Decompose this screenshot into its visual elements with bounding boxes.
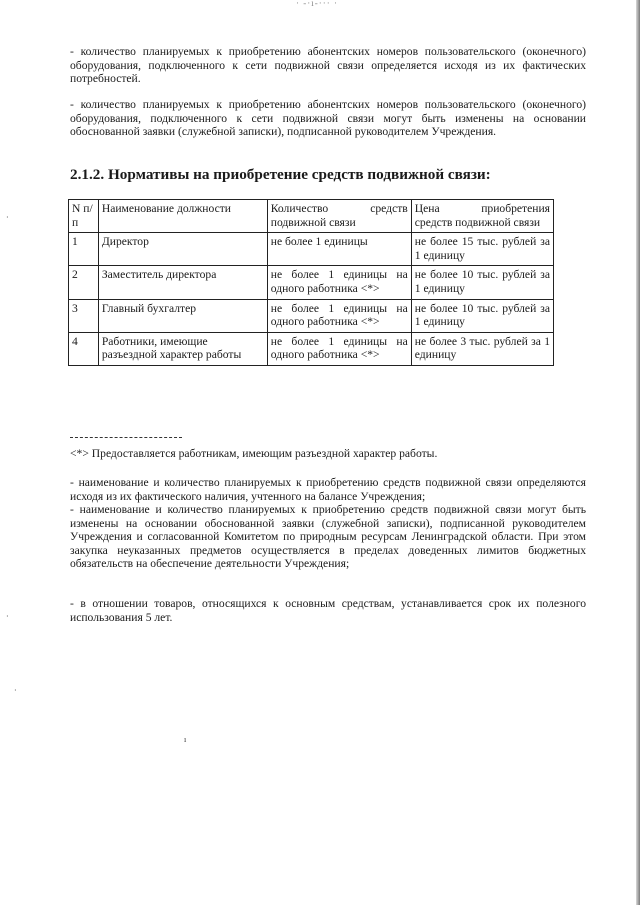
- closing-bullet-3: - в отношении товаров, относящихся к основным средствам, устанавливается срок их полезного использования 5 лет.: [70, 597, 586, 624]
- scan-artifact: · -·ı-··· ·: [296, 0, 338, 8]
- table-header-row: [69, 200, 554, 233]
- cell-position: Директор: [98, 233, 267, 266]
- cell-position: Главный бухгалтер: [98, 299, 267, 332]
- header-price: Цена приобретения средств подвижной связи: [411, 200, 553, 233]
- cell-price: не более 10 тыс. рублей за 1 единицу: [411, 266, 553, 299]
- cell-num: 4: [69, 332, 99, 365]
- header-quantity: Количество средств подвижной связи: [267, 200, 411, 233]
- cell-position: Работники, имеющие разъездной характер работы: [98, 332, 267, 365]
- norms-table: [68, 199, 554, 366]
- cell-quantity: не более 1 единицы на одного работника <*>: [267, 332, 411, 365]
- scan-speck: ·: [14, 686, 17, 695]
- scan-speck: ·: [6, 213, 9, 222]
- intro-bullet-2: - количество планируемых к приобретению абонентских номеров пользовательского (оконечного) оборудования, подключенного к сети подвижной связи могут быть изменены на основании обоснованной заявки (служебной записки), подписанной руководителем Учреждения.: [70, 98, 586, 139]
- cell-position: Заместитель директора: [98, 266, 267, 299]
- intro-bullet-1: - количество планируемых к приобретению абонентских номеров пользовательского (оконечного) оборудования, подключенного к сети подвижной связи определяется исходя из их фактических потребностей.: [70, 45, 586, 86]
- table-row: [69, 266, 554, 299]
- table-row: [69, 332, 554, 365]
- cell-price: не более 10 тыс. рублей за 1 единицу: [411, 299, 553, 332]
- section-heading: 2.1.2. Нормативы на приобретение средств подвижной связи:: [70, 166, 491, 183]
- footnote-separator: [70, 437, 182, 438]
- scan-edge-shadow: [636, 0, 640, 905]
- cell-num: 3: [69, 299, 99, 332]
- header-position: Наименование должности: [98, 200, 267, 233]
- table-row: [69, 299, 554, 332]
- closing-bullet-1: - наименование и количество планируемых к приобретению средств подвижной связи определяются исходя из их фактического наличия, учтенного на балансе Учреждения;: [70, 476, 586, 503]
- table-row: [69, 233, 554, 266]
- cell-quantity: не более 1 единицы: [267, 233, 411, 266]
- cell-price: не более 15 тыс. рублей за 1 единицу: [411, 233, 553, 266]
- scan-speck: ı: [184, 735, 187, 744]
- cell-num: 2: [69, 266, 99, 299]
- cell-quantity: не более 1 единицы на одного работника <*>: [267, 266, 411, 299]
- header-num: N п/п: [69, 200, 99, 233]
- cell-quantity: не более 1 единицы на одного работника <*>: [267, 299, 411, 332]
- cell-num: 1: [69, 233, 99, 266]
- footnote: <*> Предоставляется работникам, имеющим разъездной характер работы.: [70, 447, 438, 460]
- cell-price: не более 3 тыс. рублей за 1 единицу: [411, 332, 553, 365]
- scan-speck: ·: [6, 612, 9, 621]
- closing-bullet-2: - наименование и количество планируемых к приобретению средств подвижной связи могут быть изменены на основании обоснованной заявки (служебной записки), подписанной руководителем Учреждения и согласованной Комитетом по природным ресурсам Ленинградской области. При этом закупка неуказанных предметов осуществляется в пределах доведенных лимитов бюджетных обязательств на обеспечение деятельности Учреждения;: [70, 503, 586, 571]
